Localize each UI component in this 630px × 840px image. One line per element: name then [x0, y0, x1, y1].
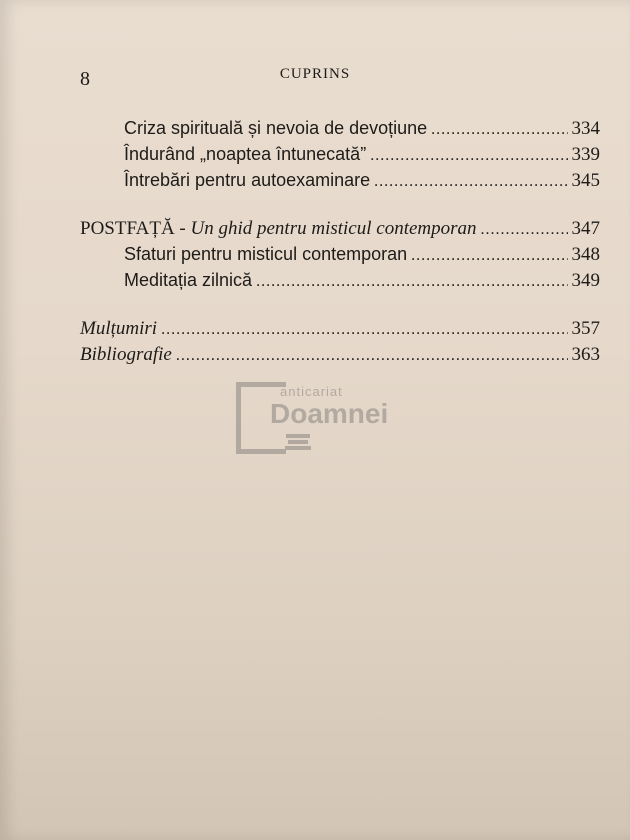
- toc-entry-page: 349: [571, 270, 600, 291]
- dot-leader: [411, 247, 567, 265]
- books-icon: [284, 432, 312, 452]
- toc-entry-page: 334: [571, 118, 600, 139]
- toc-entry-indurand-noaptea: [80, 144, 600, 170]
- watermark-top-text: anticariat: [280, 384, 343, 399]
- watermark-logo: [236, 382, 389, 460]
- page-number: 8: [80, 68, 90, 90]
- dot-leader: [161, 321, 567, 339]
- toc-entry-page: 348: [571, 244, 600, 265]
- toc-entry-bibliografie: [80, 344, 600, 370]
- toc-entry-page: 345: [571, 170, 600, 191]
- toc-entry-page: 347: [571, 218, 600, 239]
- dot-leader: [431, 121, 567, 139]
- toc-entry-label: Criza spirituală și nevoia de devoțiune: [124, 118, 428, 138]
- toc-entry-label: [80, 218, 477, 240]
- toc-entry-page: 363: [571, 344, 600, 365]
- toc-entry-multumiri: [80, 318, 600, 344]
- postfata-subtitle: Un ghid pentru misticul contemporan: [190, 218, 477, 239]
- toc-entry-label: Întrebări pentru autoexaminare: [124, 170, 371, 190]
- dot-leader: [256, 273, 567, 291]
- toc-entry-label: Îndurând „noaptea întunecată”: [124, 144, 367, 164]
- running-head: CUPRINS: [279, 66, 351, 82]
- spacer: [80, 196, 600, 218]
- table-of-contents: [80, 118, 600, 370]
- dot-leader: [374, 173, 567, 191]
- dot-leader: [481, 221, 568, 239]
- dot-leader: [176, 347, 568, 365]
- toc-entry-criza-spirituala: [80, 118, 600, 144]
- toc-entry-postfata: [80, 218, 600, 244]
- toc-entry-label: Bibliografie: [80, 344, 172, 365]
- postfata-prefix: POSTFAȚĂ -: [80, 218, 191, 239]
- toc-entry-intrebari: [80, 170, 600, 196]
- toc-entry-page: 357: [571, 318, 600, 339]
- toc-entry-label: Mulțumiri: [80, 318, 158, 339]
- toc-entry-meditatia: [80, 270, 600, 296]
- spacer: [80, 296, 600, 318]
- watermark-main-text: Doamnei: [270, 398, 389, 429]
- toc-entry-label: Sfaturi pentru misticul contemporan: [124, 244, 408, 264]
- toc-entry-label: Meditația zilnică: [124, 270, 253, 290]
- toc-entry-page: 339: [571, 144, 600, 165]
- dot-leader: [370, 147, 567, 165]
- toc-entry-sfaturi: [80, 244, 600, 270]
